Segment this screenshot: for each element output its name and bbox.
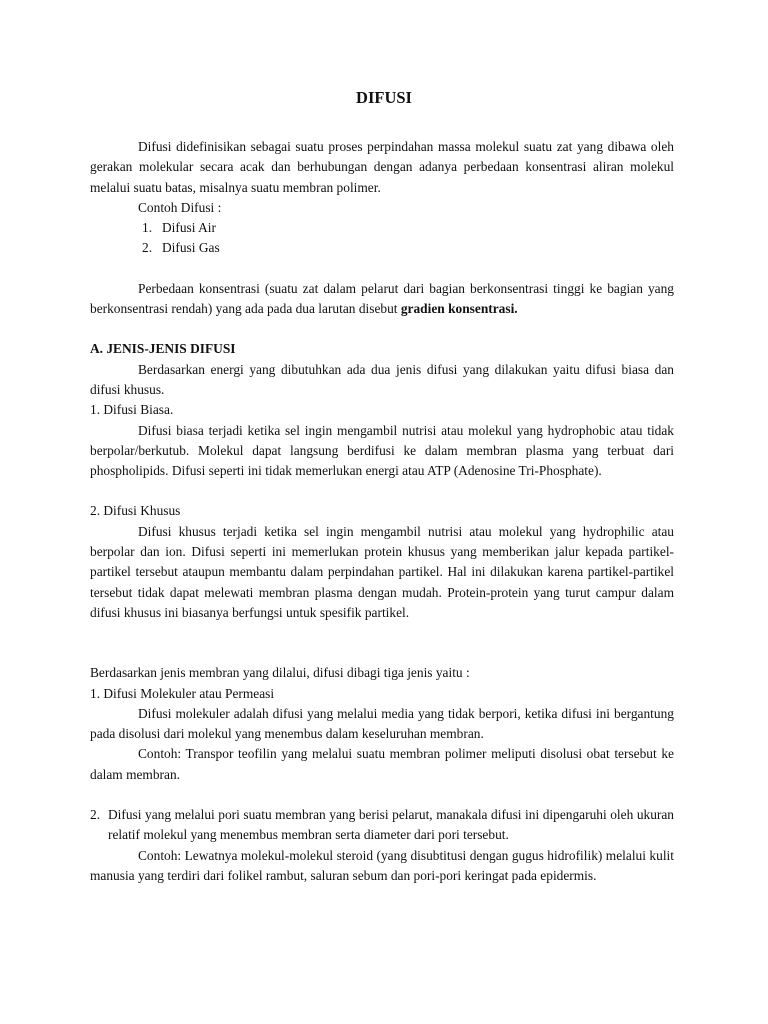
contoh-list (90, 218, 674, 259)
intro-paragraph: Difusi didefinisikan sebagai suatu proses perpindahan massa molekul suatu zat yang dibawa oleh gerakan molekular secara acak dan berhubungan dengan adanya perbedaan konsentrasi aliran molekul melalui suatu batas, misalnya suatu membran polimer. (90, 139, 674, 195)
subsection-body: Difusi yang melalui pori suatu membran yang berisi pelarut, manakala difusi ini dipengaruhi oleh ukuran relatif molekul yang menembus membran serta diameter dari pori tersebut. (108, 807, 674, 843)
gradient-paragraph: Perbedaan konsentrasi (suatu zat dalam pelarut dari bagian berkonsentrasi tinggi ke bagian yang berkonsentrasi rendah) yang ada pada dua larutan disebut gradien konsentrasi. (90, 280, 674, 317)
list-item: 2. Difusi yang melalui pori suatu membran yang berisi pelarut, manakala difusi ini dipengaruhi oleh ukuran relatif molekul yang menembus membran serta diameter dari pori tersebut. (90, 805, 674, 846)
section-heading: A. JENIS-JENIS DIFUSI (90, 341, 236, 357)
contoh-label: Contoh Difusi : (138, 199, 222, 215)
subsection-title: 1. Difusi Molekuler atau Permeasi (90, 685, 275, 701)
subsection-title: 1. Difusi Biasa. (90, 402, 174, 418)
subsection-title: 2. Difusi Khusus (90, 503, 181, 519)
subsection-body: Difusi molekuler adalah difusi yang melalui media yang tidak berpori, ketika difusi ini bergantung pada disolusi dari molekul yang menembus dalam keseluruhan membran. (90, 705, 674, 742)
section-intro: Berdasarkan energi yang dibutuhkan ada dua jenis difusi yang dilakukan yaitu difusi biasa dan difusi khusus. (90, 361, 674, 397)
page-title: DIFUSI (356, 88, 412, 107)
example-paragraph: Contoh: Transpor teofilin yang melalui suatu membran polimer meliputi disolusi obat tersebut ke dalam membran. (90, 746, 674, 782)
membran-intro: Berdasarkan jenis membran yang dilalui, difusi dibagi tiga jenis yaitu : (90, 665, 470, 681)
subsection-body: Difusi biasa terjadi ketika sel ingin mengambil nutrisi atau molekul yang hydrophobic atau tidak berpolar/berkutub. Molekul dapat langsung berdifusi ke dalam membran plasma yang terbuat dari phospholipids. Difusi seperti ini tidak memerlukan energi atau ATP (Adenosine Tri-Phosphate). (90, 422, 674, 479)
gradient-term: gradien konsentrasi. (400, 301, 518, 317)
list-item: 2. Difusi Gas (142, 240, 220, 256)
subsection-body: Difusi khusus terjadi ketika sel ingin mengambil nutrisi atau molekul yang hydrophilic atau berpolar dan ion. Difusi seperti ini memerlukan protein khusus yang memberikan jalur kepada partikel-partikel tersebut ataupun membantu dalam perpindahan partikel. Hal ini dilakukan karena partikel-partikel tersebut tidak dapat melewati membran plasma dengan mudah. Protein-protein yang turut campur dalam difusi khusus ini biasanya berfungsi untuk spesifik partikel. (90, 523, 674, 620)
document-body (90, 137, 674, 886)
list-item: 1. Difusi Air (142, 220, 216, 236)
example-paragraph: Contoh: Lewatnya molekul-molekul steroid (yang disubtitusi dengan gugus hidrofilik) melalui kulit manusia yang terdiri dari folikel rambut, saluran sebum dan pori-pori keringat pada epidermis. (90, 847, 674, 883)
